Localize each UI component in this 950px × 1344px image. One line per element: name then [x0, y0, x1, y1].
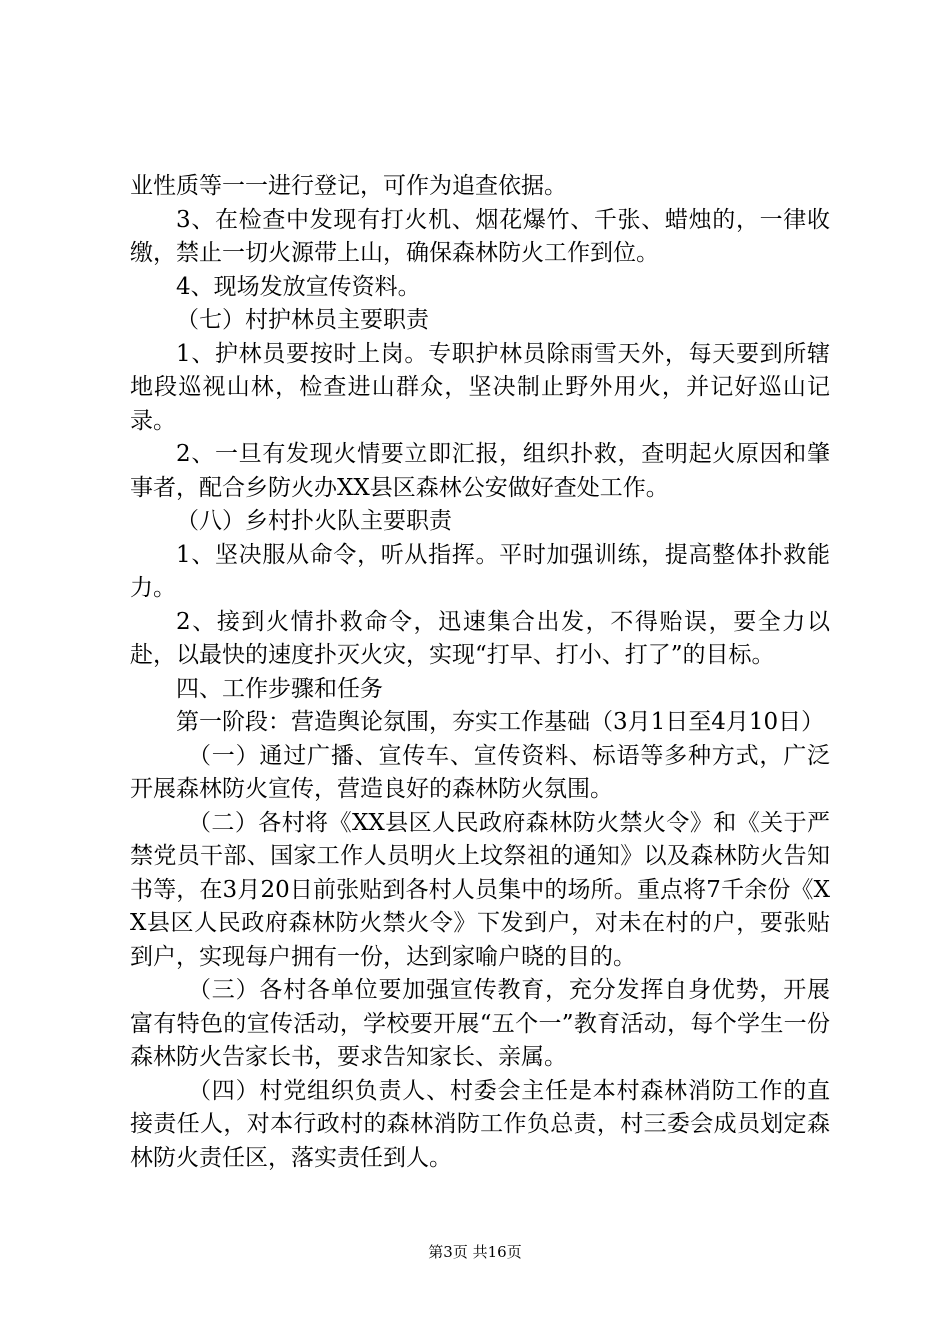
- paragraph-task-2: （二）各村将《XX县区人民政府森林防火禁火令》和《关于严禁党员干部、国家工作人员明火上坟祭祖的通知》以及森林防火告知书等，在3月20日前张贴到各村人员集中的场所。重点将7千余份《XX县区人民政府森林防火禁火令》下发到户，对未在村的户，要张贴到户，实现每户拥有一份，达到家喻户晓的目的。: [130, 809, 830, 970]
- paragraph-firefighter-duty-1: 1、坚决服从命令，听从指挥。平时加强训练，提高整体扑救能力。: [130, 541, 830, 601]
- section-heading-4: 四、工作步骤和任务: [176, 675, 383, 702]
- paragraph-task-4: （四）村党组织负责人、村委会主任是本村森林消防工作的直接责任人，对本行政村的森林消防工作负总责，村三委会成员划定森林防火责任区，落实责任到人。: [130, 1077, 830, 1171]
- paragraph-continuation: 业性质等一一进行登记，可作为追查依据。: [130, 173, 567, 199]
- paragraph-firefighter-duty-2: 2、接到火情扑救命令，迅速集合出发，不得贻误，要全力以赴，以最快的速度扑灭火灾，实现“打早、打小、打了”的目标。: [130, 608, 830, 668]
- paragraph-ranger-duty-1: 1、护林员要按时上岗。专职护林员除雨雪天外，每天要到所辖地段巡视山林，检查进山群众，坚决制止野外用火，并记好巡山记录。: [130, 340, 830, 434]
- paragraph-ranger-duty-2: 2、一旦有发现火情要立即汇报，组织扑救，查明起火原因和肇事者，配合乡防火办XX县区森林公安做好查处工作。: [130, 441, 830, 501]
- page-number-footer: 第3页 共16页: [428, 1243, 522, 1261]
- section-heading-8: （八）乡村扑火队主要职责: [176, 508, 452, 534]
- paragraph-task-1: （一）通过广播、宣传车、宣传资料、标语等多种方式，广泛开展森林防火宣传，营造良好的森林防火氛围。: [130, 742, 830, 802]
- paragraph-item-3: 3、在检查中发现有打火机、烟花爆竹、千张、蜡烛的，一律收缴，禁止一切火源带上山，确保森林防火工作到位。: [130, 206, 830, 266]
- section-heading-7: （七）村护林员主要职责: [176, 307, 429, 333]
- paragraph-item-4: 4、现场发放宣传资料。: [176, 273, 421, 300]
- phase-one-heading: 第一阶段：营造舆论氛围，夯实工作基础（3月1日至4月10日）: [176, 709, 825, 735]
- document-body: [130, 170, 830, 1175]
- paragraph-task-3: （三）各村各单位要加强宣传教育，充分发挥自身优势，开展富有特色的宣传活动，学校要开展“五个一”教育活动，每个学生一份森林防火告家长书，要求告知家长、亲属。: [130, 977, 830, 1070]
